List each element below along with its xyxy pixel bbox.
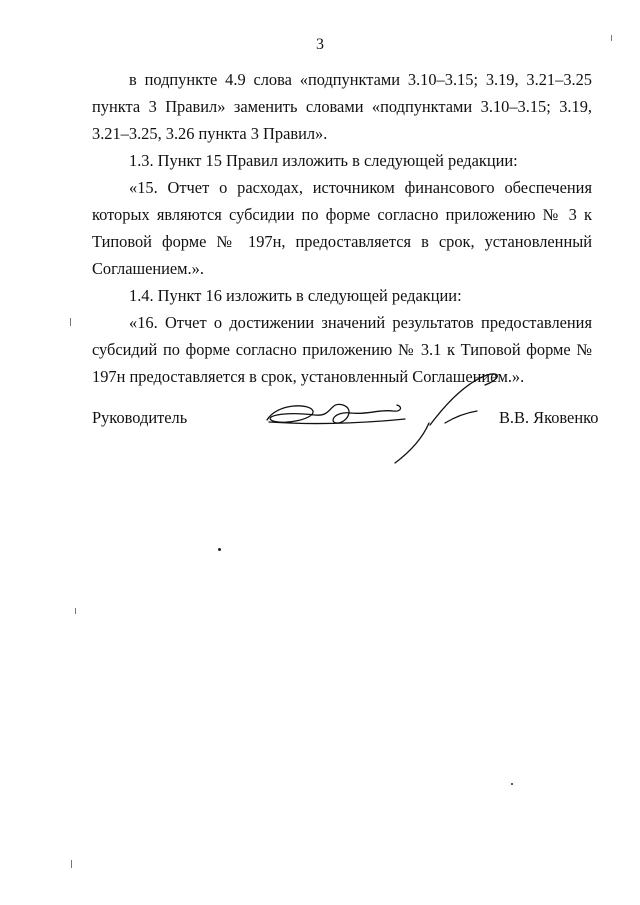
scan-speck	[511, 783, 513, 785]
scan-mark	[75, 608, 76, 614]
paragraph-1-3-heading: 1.3. Пункт 15 Правил изложить в следующей редакции:	[129, 151, 518, 170]
paragraph-point-15: «15. Отчет о расходах, источником финансового обеспечения которых являются субсидии по форме согласно приложению № 3 к Типовой форме № 197н, предоставляется в срок, установленный Соглашением.».	[92, 178, 592, 278]
paragraph-point-16: «16. Отчет о достижении значений результатов предоставления субсидий по форме согласно приложению № 3.1 к Типовой форме № 197н предоставляется в срок, установленный Соглашением.».	[92, 313, 592, 386]
scan-mark	[70, 318, 71, 326]
document-body	[92, 66, 592, 390]
scan-mark	[611, 35, 612, 41]
scan-speck	[218, 548, 221, 551]
page-number: 3	[316, 36, 324, 53]
signer-title: Руководитель	[92, 408, 188, 427]
scan-mark	[71, 860, 72, 868]
signer-name: В.В. Яковенко	[499, 408, 599, 427]
paragraph-subpoint-4-9: в подпункте 4.9 слова «подпунктами 3.10–3.15; 3.19, 3.21–3.25 пункта 3 Правил» заменить словами «подпунктами 3.10–3.15; 3.19, 3.21–3.25, 3.26 пункта 3 Правил».	[92, 70, 592, 143]
handwritten-signature	[255, 365, 505, 465]
paragraph-1-4-heading: 1.4. Пункт 16 изложить в следующей редакции:	[129, 286, 462, 305]
